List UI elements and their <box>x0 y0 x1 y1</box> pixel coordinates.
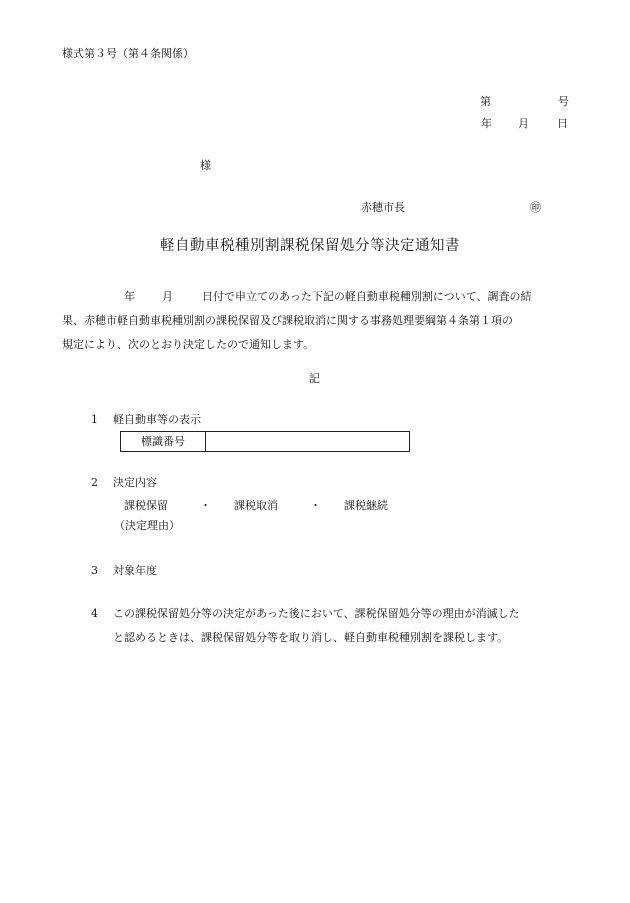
plate-number-label: 標識番号 <box>121 432 206 452</box>
item4-line2: と認めるときは、課税保留処分等を取り消し、軽自動車税種別割を課税します。 <box>113 631 509 644</box>
option-tax-hold: 課税保留 <box>124 499 168 512</box>
body-month: 月 <box>162 290 173 303</box>
item4-text <box>113 602 583 650</box>
body-year: 年 <box>124 290 135 303</box>
item3-label: 対象年度 <box>113 564 157 577</box>
date-month: 月 <box>518 117 529 130</box>
item2-label: 決定内容 <box>113 476 157 489</box>
document-title: 軽自動車税種別割課税保留処分等決定通知書 <box>160 238 460 254</box>
item4-line1: この課税保留処分等の決定があった後において、課税保留処分等の理由が消滅した <box>113 607 520 620</box>
option-separator-1: ・ <box>200 499 211 512</box>
addressee-suffix: 様 <box>200 159 211 172</box>
item1-number: 1 <box>91 413 98 426</box>
item3-number: 3 <box>91 564 98 577</box>
item1-label: 軽自動車等の表示 <box>113 413 201 426</box>
body-line3: 規定により、次のとおり決定したので通知します。 <box>62 338 315 351</box>
body-paragraph <box>62 285 578 357</box>
issuer-name: 赤穂市長 <box>361 201 405 214</box>
option-separator-2: ・ <box>310 499 321 512</box>
option-tax-cancel: 課税取消 <box>234 499 278 512</box>
seal-mark: ㊞ <box>530 201 541 214</box>
plate-number-table <box>120 431 410 452</box>
date-year: 年 <box>481 117 492 130</box>
ki-heading: 記 <box>309 372 320 385</box>
doc-number-suffix: 号 <box>558 95 569 108</box>
form-label: 様式第３号（第４条関係） <box>62 47 194 60</box>
plate-number-value <box>206 432 410 452</box>
option-tax-continue: 課税継続 <box>344 499 388 512</box>
decision-reason-label: （決定理由） <box>114 519 180 532</box>
item2-number: 2 <box>91 476 98 489</box>
item4-number: 4 <box>91 607 98 620</box>
body-line1-rest: 日付で申立てのあった下記の軽自動車税種別割について、調査の結 <box>202 290 532 303</box>
doc-number-prefix: 第 <box>480 95 491 108</box>
date-day: 日 <box>557 117 568 130</box>
body-line2: 果、赤穂市軽自動車税種別割の課税保留及び課税取消に関する事務処理要綱第４条第１項の <box>62 314 513 327</box>
